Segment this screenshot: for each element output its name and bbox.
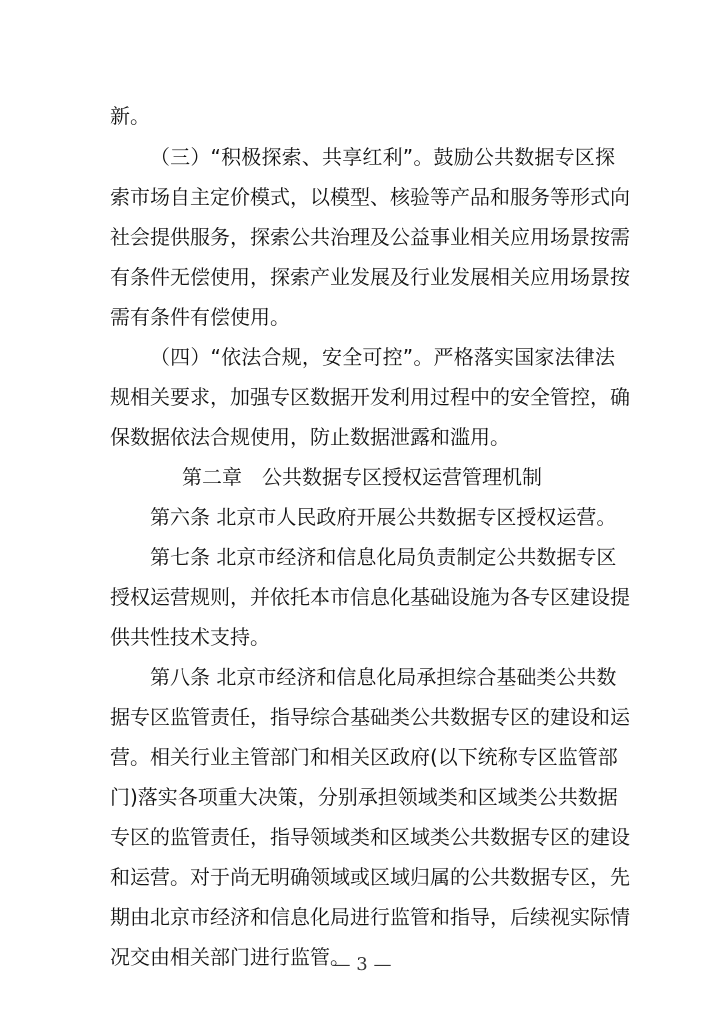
text-line: 据专区监管责任，指导综合基础类公共数据专区的建设和运 — [110, 705, 630, 729]
text-line: 第七条 北京市经济和信息化局负责制定公共数据专区 — [150, 545, 617, 569]
text-line: 供共性技术支持。 — [110, 625, 270, 649]
text-line: 专区的监管责任，指导领域类和区域类公共数据专区的建设 — [110, 825, 630, 849]
text-line: 营。相关行业主管部门和相关区政府(以下统称专区监管部 — [110, 745, 618, 769]
text-line: 和运营。对于尚无明确领域或区域归属的公共数据专区，先 — [110, 865, 630, 889]
text-line: 门)落实各项重大决策，分别承担领域类和区域类公共数据 — [110, 785, 618, 809]
page-number: — 3 — — [332, 954, 392, 975]
text-line: 况交由相关部门进行监管。 — [110, 945, 350, 969]
text-line: 授权运营规则，并依托本市信息化基础设施为各专区建设提 — [110, 585, 630, 609]
chapter-heading: 第二章 公共数据专区授权运营管理机制 — [182, 465, 542, 489]
text-line: （四）“依法合规，安全可控”。严格落实国家法律法 — [150, 345, 615, 369]
text-line: 需有条件有偿使用。 — [110, 305, 290, 329]
text-line: 规相关要求，加强专区数据开发利用过程中的安全管控，确 — [110, 385, 630, 409]
text-line: 有条件无偿使用，探索产业发展及行业发展相关应用场景按 — [110, 265, 630, 289]
text-line: 新。 — [110, 104, 150, 128]
text-line: 期由北京市经济和信息化局进行监管和指导，后续视实际情 — [110, 905, 630, 929]
text-line: 索市场自主定价模式，以模型、核验等产品和服务等形式向 — [110, 185, 630, 209]
text-line: 社会提供服务，探索公共治理及公益事业相关应用场景按需 — [110, 225, 630, 249]
text-line: 第六条 北京市人民政府开展公共数据专区授权运营。 — [150, 505, 617, 529]
text-line: 第八条 北京市经济和信息化局承担综合基础类公共数 — [150, 665, 617, 689]
text-line: （三）“积极探索、共享红利”。鼓励公共数据专区探 — [150, 145, 615, 169]
text-line: 保数据依法合规使用，防止数据泄露和滥用。 — [110, 425, 510, 449]
